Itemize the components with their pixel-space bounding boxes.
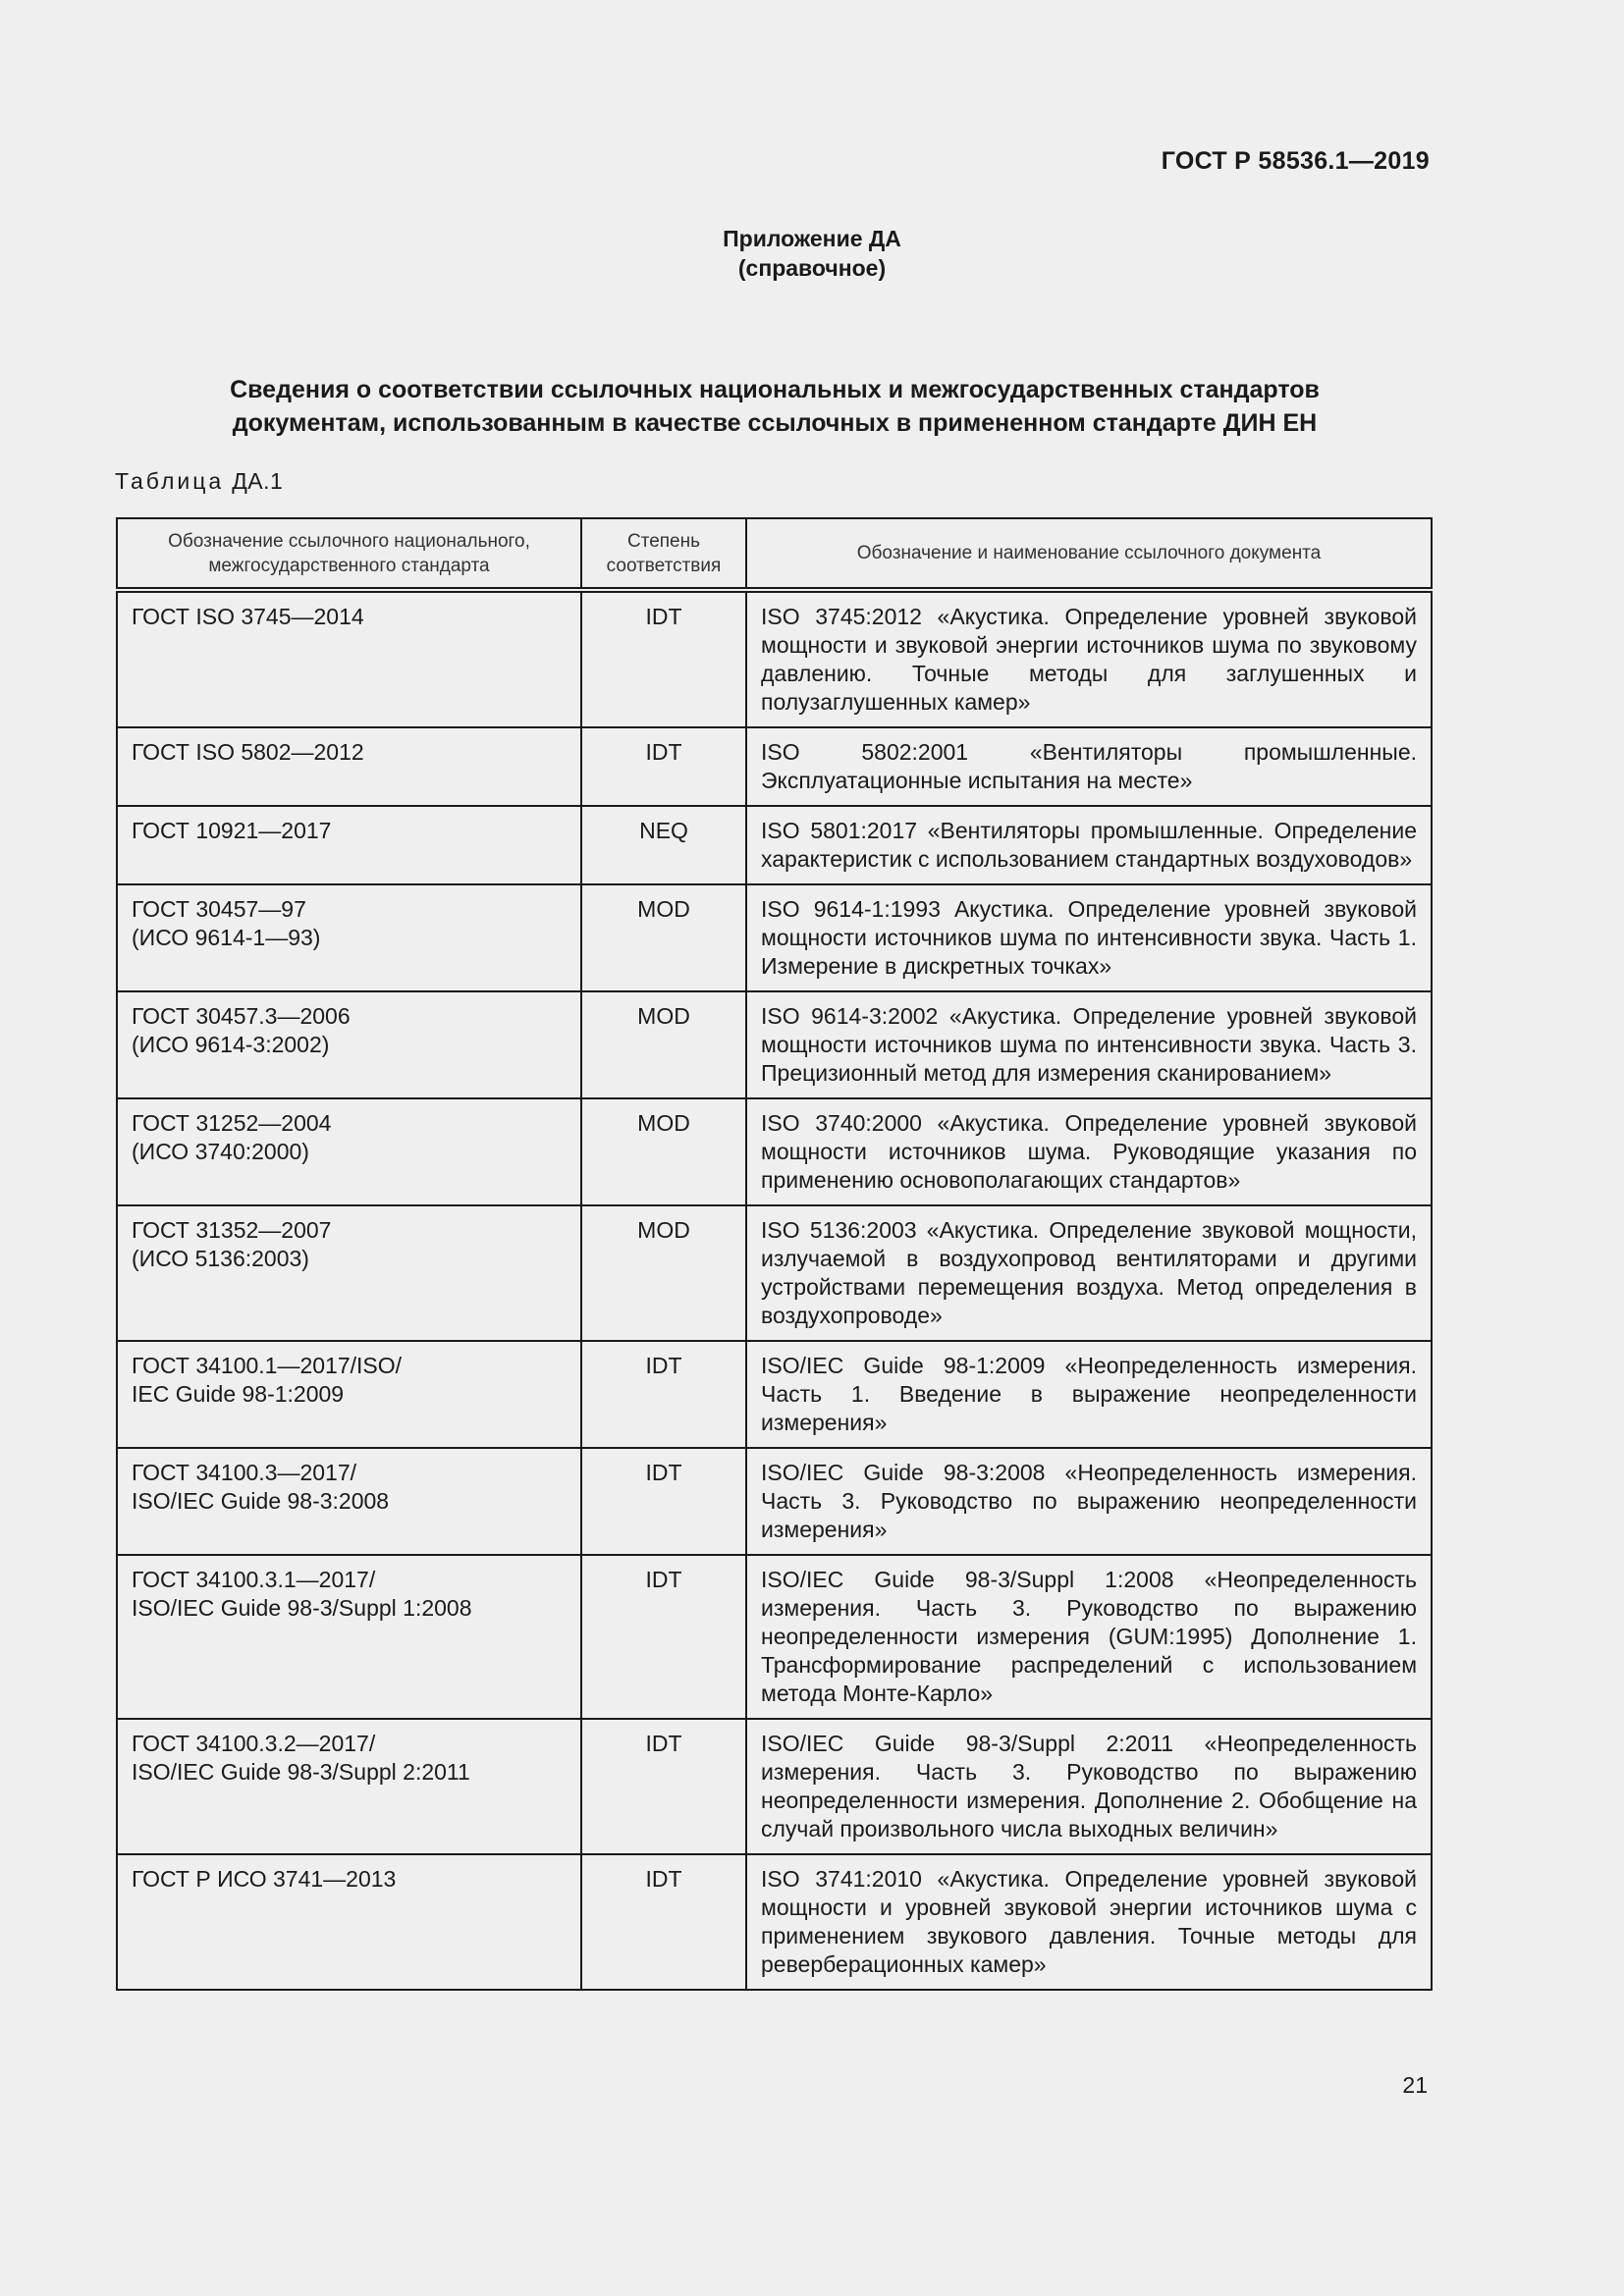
table-row [117,1341,1432,1448]
standard-designation-line: ГОСТ 30457.3—2006 [132,1003,351,1029]
table-row [117,727,1432,806]
cell-degree: IDT [581,590,746,727]
appendix-heading [0,224,1624,283]
cell-standard [117,991,581,1098]
cell-degree: IDT [581,1854,746,1990]
table-caption-word: Таблица [115,468,225,494]
standard-designation-line: ГОСТ ISO 3745—2014 [132,604,364,629]
standard-designation-line: ISO/IEC Guide 98-3:2008 [132,1488,390,1514]
standard-designation-line: ГОСТ Р ИСО 3741—2013 [132,1866,397,1892]
cell-degree: IDT [581,1719,746,1854]
cell-document: ISO 9614-1:1993 Акустика. Определение уровней звуковой мощности источников шума по интенсивности звука. Часть 1. Измерение в дискретных точках» [746,884,1432,991]
standard-designation-line: ГОСТ 34100.1—2017/ISO/ [132,1353,403,1378]
table-row [117,1555,1432,1719]
cell-document: ISO 3740:2000 «Акустика. Определение уровней звуковой мощности источников шума. Руководящие указания по применению основополагающих стандартов» [746,1098,1432,1205]
document-code: ГОСТ Р 58536.1—2019 [1161,147,1430,175]
standard-designation-line: ГОСТ 31252—2004 [132,1110,332,1136]
standard-designation-line: (ИСО 3740:2000) [132,1139,309,1164]
table-caption-number: ДА.1 [232,468,284,494]
cell-document: ISO/IEC Guide 98-3/Suppl 2:2011 «Неопределенность измерения. Часть 3. Руководство по выражению неопределенности измерения. Дополнение 2. Обобщение на случай произвольного числа выходных величин» [746,1719,1432,1854]
cell-degree: NEQ [581,806,746,884]
cell-degree: MOD [581,1205,746,1341]
cell-standard [117,884,581,991]
standard-designation-line: ГОСТ 30457—97 [132,896,306,922]
table-row [117,1205,1432,1341]
cell-document: ISO 9614-3:2002 «Акустика. Определение уровней звуковой мощности источников шума по интенсивности звука. Часть 3. Прецизионный метод для измерения сканированием» [746,991,1432,1098]
appendix-title: Приложение ДА [723,226,901,251]
cell-document: ISO/IEC Guide 98-1:2009 «Неопределенность измерения. Часть 1. Введение в выражение неопределенности измерения» [746,1341,1432,1448]
column-header-standard: Обозначение ссылочного национального, межгосударственного стандарта [117,518,581,590]
standard-designation-line: ГОСТ 34100.3—2017/ [132,1460,357,1485]
standard-designation-line: IEC Guide 98-1:2009 [132,1381,345,1407]
cell-degree: MOD [581,884,746,991]
cell-degree: IDT [581,1341,746,1448]
table-header-row [117,518,1432,590]
appendix-subtitle: (справочное) [737,255,887,281]
cell-standard [117,1341,581,1448]
table-row [117,884,1432,991]
cell-standard [117,1205,581,1341]
cell-document: ISO 5136:2003 «Акустика. Определение звуковой мощности, излучаемой в воздухопровод вентиляторами и другими устройствами перемещения воздуха. Метод определения в воздухопроводе» [746,1205,1432,1341]
standard-designation-line: (ИСО 9614-1—93) [132,925,321,950]
standard-designation-line: (ИСО 5136:2003) [132,1246,309,1271]
table-row [117,1719,1432,1854]
cell-standard [117,1719,581,1854]
standard-designation-line: ГОСТ 34100.3.1—2017/ [132,1567,376,1592]
cell-standard [117,590,581,727]
cell-standard [117,1098,581,1205]
cell-document: ISO 3741:2010 «Акустика. Определение уровней звуковой мощности и уровней звуковой энергии источников шума с применением звукового давления. Точные методы для реверберационных камер» [746,1854,1432,1990]
correspondence-table [116,517,1433,1991]
cell-standard [117,1448,581,1555]
section-heading [118,373,1432,440]
cell-degree: MOD [581,991,746,1098]
cell-document: ISO 3745:2012 «Акустика. Определение уровней звуковой мощности и звуковой энергии источников шума по звуковому давлению. Точные методы для заглушенных и полузаглушенных камер» [746,590,1432,727]
table-row [117,590,1432,727]
cell-degree: IDT [581,1555,746,1719]
cell-degree: IDT [581,727,746,806]
table-row [117,1448,1432,1555]
table-body [117,590,1432,1990]
standard-designation-line: ГОСТ ISO 5802—2012 [132,739,364,765]
cell-document: ISO/IEC Guide 98-3/Suppl 1:2008 «Неопределенность измерения. Часть 3. Руководство по выражению неопределенности измерения (GUM:1995) Дополнение 1. Трансформирование распределений с использованием метода Монте-Карло» [746,1555,1432,1719]
cell-standard [117,1555,581,1719]
column-header-degree: Степень соответствия [581,518,746,590]
cell-degree: IDT [581,1448,746,1555]
standard-designation-line: ГОСТ 31352—2007 [132,1217,332,1243]
table-caption [115,468,283,495]
section-heading-line-1: Сведения о соответствии ссылочных национальных и межгосударственных стандартов [230,376,1320,403]
standard-designation-line: ISO/IEC Guide 98-3/Suppl 1:2008 [132,1595,472,1621]
cell-document: ISO/IEC Guide 98-3:2008 «Неопределенность измерения. Часть 3. Руководство по выражению неопределенности измерения» [746,1448,1432,1555]
standard-designation-line: ISO/IEC Guide 98-3/Suppl 2:2011 [132,1759,470,1785]
table-row [117,1098,1432,1205]
column-header-document: Обозначение и наименование ссылочного документа [746,518,1432,590]
page-number: 21 [1402,2072,1428,2098]
standard-designation-line: ГОСТ 34100.3.2—2017/ [132,1731,376,1756]
standard-designation-line: ГОСТ 10921—2017 [132,818,332,843]
cell-document: ISO 5801:2017 «Вентиляторы промышленные. Определение характеристик с использованием стандартных воздуховодов» [746,806,1432,884]
table-row [117,806,1432,884]
table-row [117,991,1432,1098]
table-row [117,1854,1432,1990]
cell-standard [117,806,581,884]
section-heading-line-2: документам, использованным в качестве ссылочных в примененном стандарте ДИН ЕН [232,409,1318,437]
cell-standard [117,727,581,806]
standard-designation-line: (ИСО 9614-3:2002) [132,1032,330,1057]
cell-standard [117,1854,581,1990]
cell-document: ISO 5802:2001 «Вентиляторы промышленные. Эксплуатационные испытания на месте» [746,727,1432,806]
cell-degree: MOD [581,1098,746,1205]
